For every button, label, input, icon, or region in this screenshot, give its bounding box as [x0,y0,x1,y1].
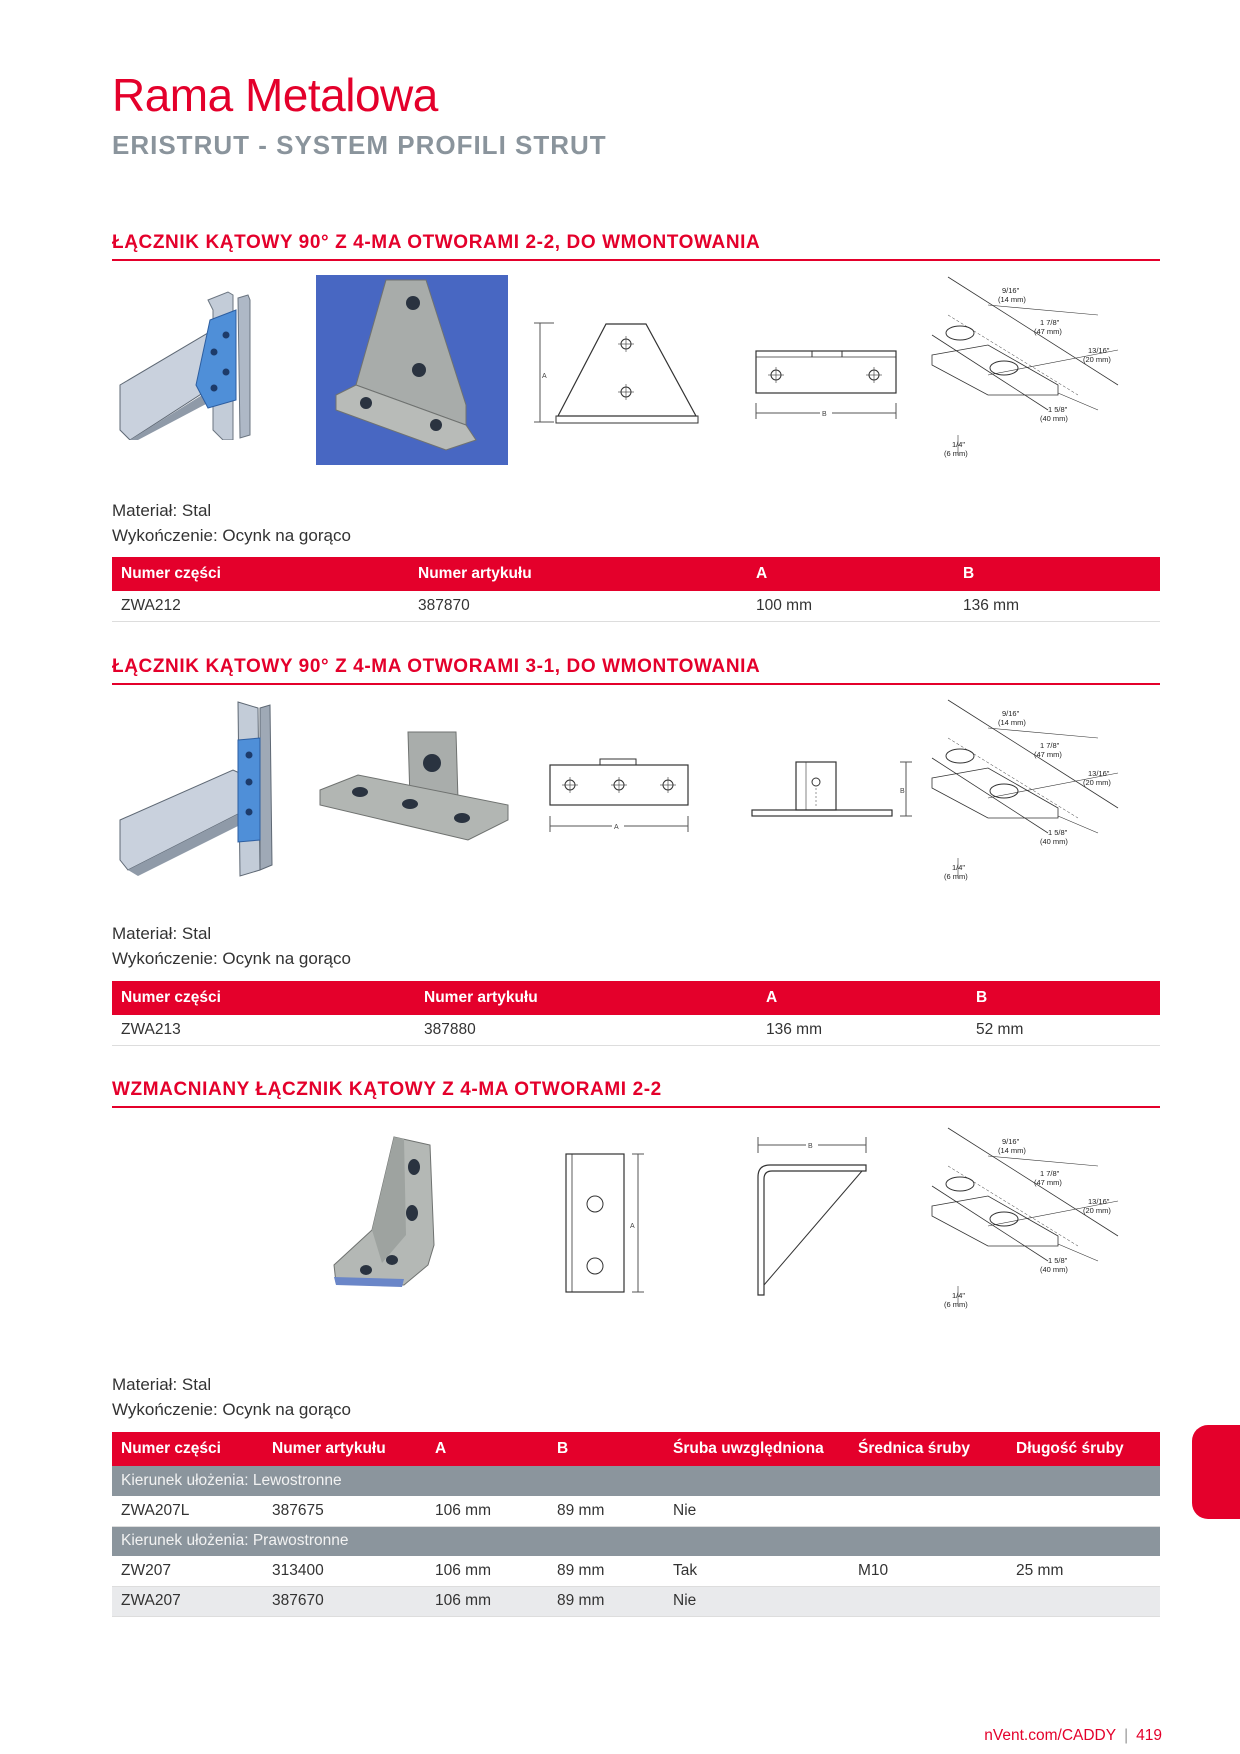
col-article-number: Numer artykułu [415,981,757,1015]
edge-distance-mm: (20 mm) [1083,355,1111,364]
hole-spacing-label: 1 7/8" [1040,741,1060,750]
edge-distance-mm: (20 mm) [1083,1206,1111,1215]
table-header-row [112,557,1160,591]
page-footer [984,1727,1162,1745]
thickness-label: 1/4" [952,440,966,449]
table-header-row [112,981,1160,1015]
table-group-row [112,1526,1160,1556]
cell-bolt-included: Tak [664,1556,849,1586]
width-mm: (40 mm) [1040,414,1068,423]
footer-separator: | [1124,1727,1129,1744]
cell-bolt-included: Nie [664,1496,849,1526]
table-header-row [112,1432,1160,1466]
cell-part-number: ZWA212 [112,591,409,621]
cell-bolt-diameter [849,1586,1007,1616]
cell-part-number: ZW207 [112,1556,263,1586]
section-2-drawing-top [544,756,694,836]
dim-a-label: A [614,824,619,831]
cell-a: 106 mm [426,1556,548,1586]
cell-a: 106 mm [426,1586,548,1616]
col-bolt-length: Długość śruby [1007,1432,1160,1466]
col-a: A [747,557,954,591]
cell-b: 136 mm [954,591,1160,621]
table-row [112,591,1160,621]
cell-a: 106 mm [426,1496,548,1526]
section-3-title: WZMACNIANY ŁĄCZNIK KĄTOWY Z 4-MA OTWORAMI 2-2 [112,1079,1160,1108]
thickness-label: 1/4" [952,863,966,872]
section-1-material: Materiał: Stal [112,501,212,520]
hole-spacing-label: 1 7/8" [1040,318,1060,327]
dim-b-label: B [900,788,905,795]
group-label-left: Kierunek ułożenia: Lewostronne [112,1466,1160,1496]
section-3-product-photo [332,1135,436,1293]
cell-a: 100 mm [747,591,954,621]
cell-part-number: ZWA207 [112,1586,263,1616]
cell-article-number: 387675 [263,1496,426,1526]
col-bolt-diameter: Średnica śruby [849,1432,1007,1466]
hole-diameter-mm: (14 mm) [998,1146,1026,1155]
edge-distance-label: 13/16" [1088,769,1110,778]
section-1-drawing-bottom [752,345,902,425]
col-part-number: Numer części [112,557,409,591]
width-label: 1 5/8" [1048,405,1068,414]
hole-spacing-mm: (47 mm) [1034,1178,1062,1187]
thickness-label: 1/4" [952,1291,966,1300]
group-label-right: Kierunek ułożenia: Prawostronne [112,1526,1160,1556]
col-article-number: Numer artykułu [409,557,747,591]
cell-bolt-length: 25 mm [1007,1556,1160,1586]
cell-b: 89 mm [548,1556,664,1586]
cell-b: 52 mm [967,1015,1160,1045]
page-number: 419 [1136,1727,1162,1744]
width-label: 1 5/8" [1048,1256,1068,1265]
table-row [112,1015,1160,1045]
section-3-finish: Wykończenie: Ocynk na gorąco [112,1400,351,1419]
section-1-spec-table [112,557,1160,622]
cell-article-number: 387870 [409,591,747,621]
col-article-number: Numer artykułu [263,1432,426,1466]
section-1-finish: Wykończenie: Ocynk na gorąco [112,526,351,545]
col-b: B [967,981,1160,1015]
hole-diameter-label: 9/16" [1002,286,1020,295]
hole-diameter-label: 9/16" [1002,1137,1020,1146]
col-bolt-included: Śruba uwzględniona [664,1432,849,1466]
table-group-row [112,1466,1160,1496]
section-3-spec-table [112,1432,1160,1617]
table-row [112,1586,1160,1616]
thickness-mm: (6 mm) [944,1300,968,1309]
cell-bolt-diameter: M10 [849,1556,1007,1586]
dim-a-label: A [630,1223,635,1230]
col-part-number: Numer części [112,1432,263,1466]
thickness-mm: (6 mm) [944,449,968,458]
hole-spacing-mm: (47 mm) [1034,327,1062,336]
section-2-title: ŁĄCZNIK KĄTOWY 90° Z 4-MA OTWORAMI 3-1, DO WMONTOWANIA [112,656,1160,685]
cell-article-number: 313400 [263,1556,426,1586]
section-2-material: Materiał: Stal [112,924,212,943]
col-a: A [426,1432,548,1466]
hole-diameter-label: 9/16" [1002,709,1020,718]
table-row [112,1496,1160,1526]
section-1-product-render [118,290,288,440]
section-3-strut-dimension-detail [928,1126,1128,1316]
col-a: A [757,981,967,1015]
cell-article-number: 387670 [263,1586,426,1616]
section-2-finish: Wykończenie: Ocynk na gorąco [112,949,351,968]
cell-article-number: 387880 [415,1015,757,1045]
section-2-product-photo [318,730,514,850]
chapter-side-tab [1192,1425,1240,1519]
cell-part-number: ZWA207L [112,1496,263,1526]
cell-bolt-length [1007,1496,1160,1526]
hole-diameter-mm: (14 mm) [998,718,1026,727]
section-1-product-photo [316,275,508,465]
cell-a: 136 mm [757,1015,967,1045]
dim-a-label: A [542,373,547,380]
col-b: B [548,1432,664,1466]
section-1-title: ŁĄCZNIK KĄTOWY 90° Z 4-MA OTWORAMI 2-2, DO WMONTOWANIA [112,232,1160,261]
dim-b-label: B [808,1143,813,1150]
hole-spacing-label: 1 7/8" [1040,1169,1060,1178]
page-title: Rama Metalowa [112,69,438,121]
width-label: 1 5/8" [1048,828,1068,837]
section-1-drawing-front [528,318,708,428]
dim-b-label: B [822,411,827,418]
section-2-product-render [118,700,298,880]
col-b: B [954,557,1160,591]
width-mm: (40 mm) [1040,1265,1068,1274]
width-mm: (40 mm) [1040,837,1068,846]
cell-bolt-included: Nie [664,1586,849,1616]
cell-b: 89 mm [548,1496,664,1526]
col-part-number: Numer części [112,981,415,1015]
page-subtitle: ERISTRUT - SYSTEM PROFILI STRUT [112,130,607,160]
section-3-material: Materiał: Stal [112,1375,212,1394]
table-row [112,1556,1160,1586]
hole-diameter-mm: (14 mm) [998,295,1026,304]
cell-b: 89 mm [548,1586,664,1616]
section-1-strut-dimension-detail [928,275,1128,465]
cell-bolt-length [1007,1586,1160,1616]
section-2-strut-dimension-detail [928,698,1128,888]
section-3-drawing-side [752,1135,872,1297]
thickness-mm: (6 mm) [944,872,968,881]
section-3-drawing-front [556,1148,646,1300]
edge-distance-label: 13/16" [1088,1197,1110,1206]
edge-distance-mm: (20 mm) [1083,778,1111,787]
footer-site-link[interactable]: nVent.com/CADDY [984,1727,1117,1744]
cell-bolt-diameter [849,1496,1007,1526]
hole-spacing-mm: (47 mm) [1034,750,1062,759]
edge-distance-label: 13/16" [1088,346,1110,355]
section-2-drawing-side [750,760,920,830]
section-2-spec-table [112,981,1160,1046]
cell-part-number: ZWA213 [112,1015,415,1045]
